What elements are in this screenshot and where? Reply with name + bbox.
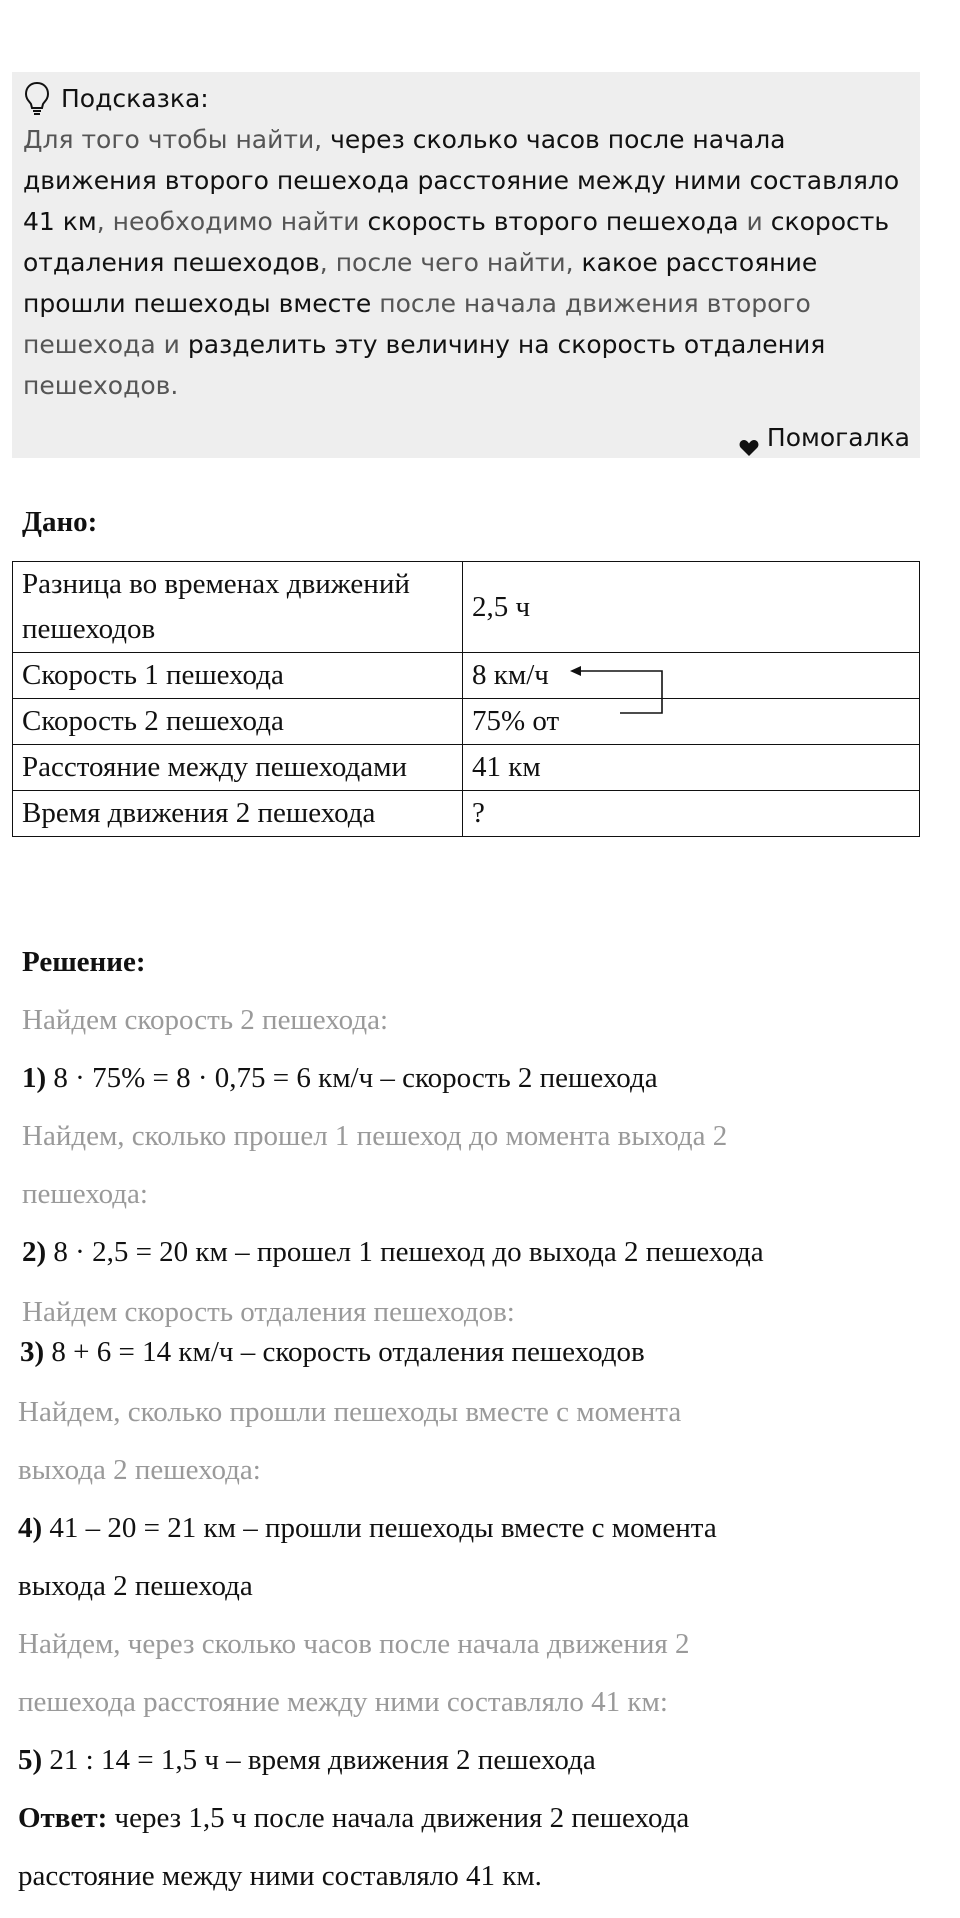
- heart-icon: [739, 429, 759, 447]
- answer-text: через 1,5 ч после начала движения 2 пешехода: [107, 1802, 690, 1834]
- hint-footer-label: Помогалка: [766, 423, 910, 452]
- table-cell-value: 75% от: [463, 699, 920, 745]
- step-text: 21 : 14 = 1,5 ч – время движения 2 пешехода: [42, 1744, 596, 1776]
- step4-line-cont: выхода 2 пешехода: [18, 1570, 253, 1602]
- step1-line: [22, 1058, 658, 1098]
- given-table: [12, 561, 920, 837]
- given-title: Дано:: [22, 506, 98, 538]
- hint-segment: , необходимо найти: [96, 207, 368, 236]
- table-cell-value: ?: [463, 791, 920, 837]
- step2-line: [22, 1232, 764, 1272]
- answer-line: [18, 1798, 689, 1838]
- step5-line: [18, 1740, 596, 1780]
- table-row: [13, 562, 920, 653]
- answer-line-cont: расстояние между ними составляло 41 км.: [18, 1860, 542, 1892]
- reference-arrow: [570, 660, 670, 720]
- table-cell-label: Расстояние между пешеходами: [13, 745, 463, 791]
- lightbulb-icon: [23, 80, 51, 118]
- step-number: 2): [22, 1236, 47, 1268]
- hint-title: Подсказка:: [61, 84, 209, 113]
- step-number: 3): [20, 1336, 45, 1368]
- hint-emphasis: разделить эту величину на скорость отдаления: [187, 330, 826, 359]
- table-row: [13, 653, 920, 699]
- hint-header: [23, 78, 910, 119]
- step1-note: Найдем скорость 2 пешехода:: [22, 1004, 388, 1036]
- hint-box: [12, 72, 920, 458]
- hint-segment: пешеходов.: [23, 371, 179, 400]
- hint-segment: , после чего найти,: [319, 248, 582, 277]
- hint-segment: Для того чтобы найти,: [23, 125, 331, 154]
- table-cell-label: Разница во временах движений пешеходов: [13, 562, 463, 653]
- step5-note: Найдем, через сколько часов после начала движения 2: [18, 1628, 690, 1660]
- solution-title: Решение:: [22, 946, 146, 978]
- table-row: [13, 699, 920, 745]
- step-number: 1): [22, 1062, 47, 1094]
- step-text: 41 – 20 = 21 км – прошли пешеходы вместе с момента: [42, 1512, 717, 1544]
- step3-note: Найдем скорость отдаления пешеходов:: [22, 1296, 515, 1328]
- hint-segment: после начала движения второго пешехода и: [23, 289, 811, 359]
- step-text: 8 + 6 = 14 км/ч – скорость отдаления пешеходов: [44, 1336, 645, 1368]
- hint-emphasis: через сколько часов после начала движения второго пешехода расстояние между ними составляло 41 км: [23, 125, 900, 236]
- step-text: 8 · 2,5 = 20 км – прошел 1 пешеход до выхода 2 пешехода: [46, 1236, 764, 1268]
- hint-emphasis: скорость отдаления пешеходов: [23, 207, 890, 277]
- step4-note: Найдем, сколько прошли пешеходы вместе с момента: [18, 1396, 682, 1428]
- table-cell-value: 41 км: [463, 745, 920, 791]
- step4-note-cont: выхода 2 пешехода:: [18, 1454, 261, 1486]
- hint-emphasis: скорость второго пешехода: [367, 207, 739, 236]
- hint-footer[interactable]: [739, 418, 910, 458]
- step2-note-cont: пешехода:: [22, 1178, 148, 1210]
- step5-note-cont: пешехода расстояние между ними составляло 41 км:: [18, 1686, 668, 1718]
- step4-line: [18, 1508, 717, 1548]
- table-cell-label: Скорость 2 пешехода: [13, 699, 463, 745]
- table-cell-label: Время движения 2 пешехода: [13, 791, 463, 837]
- hint-segment: и: [738, 207, 771, 236]
- table-cell-label: Скорость 1 пешехода: [13, 653, 463, 699]
- step-number: 5): [18, 1744, 43, 1776]
- table-cell-value: 8 км/ч: [463, 653, 920, 699]
- table-row: [13, 745, 920, 791]
- answer-label: Ответ:: [18, 1802, 108, 1834]
- table-cell-value: 2,5 ч: [463, 562, 920, 653]
- hint-emphasis: какое расстояние прошли пешеходы вместе: [23, 248, 818, 318]
- step-number: 4): [18, 1512, 43, 1544]
- step2-note: Найдем, сколько прошел 1 пешеход до момента выхода 2: [22, 1120, 728, 1152]
- table-row: [13, 791, 920, 837]
- step3-line: [20, 1332, 645, 1372]
- hint-text: [23, 119, 910, 406]
- step-text: 8 · 75% = 8 · 0,75 = 6 км/ч – скорость 2 пешехода: [46, 1062, 658, 1094]
